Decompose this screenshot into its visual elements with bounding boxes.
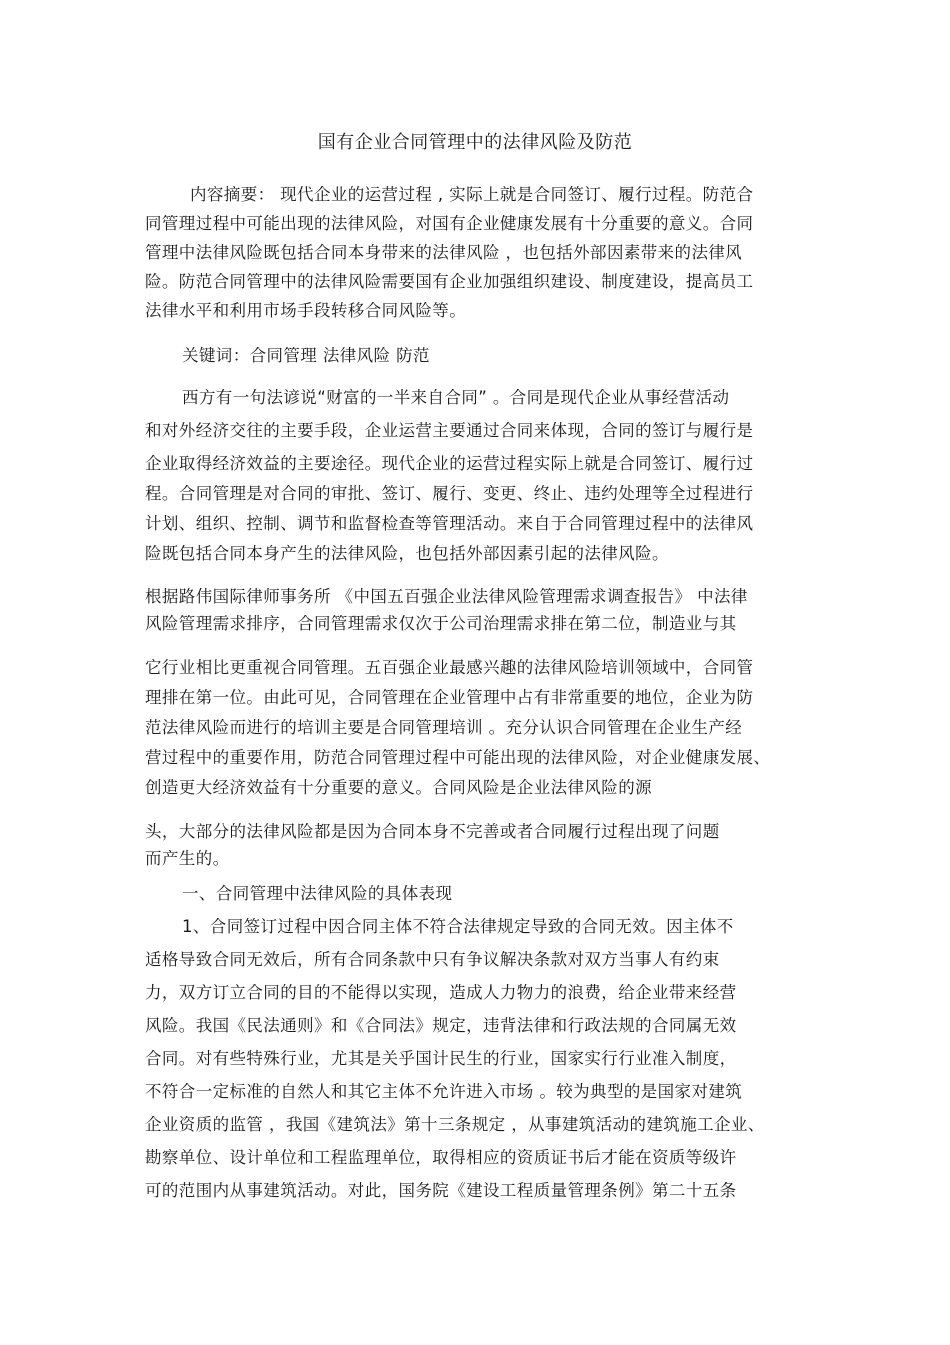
paragraph-line: 风险。我国《民法通则》和《合同法》规定，违背法律和行政法规的合同属无效 xyxy=(145,1016,737,1035)
paragraph-line: 1、合同签订过程中因合同主体不符合法律规定导致的合同无效。因主体不 xyxy=(182,917,734,936)
paragraph-line: 营过程中的重要作用，防范合同管理过程中可能出现的法律风险，对企业健康发展、 xyxy=(145,748,771,767)
document-title: 国有企业合同管理中的法律风险及防范 xyxy=(317,132,633,153)
paragraph-line: 险既包括合同本身产生的法律风险，也包括外部因素引起的法律风险。 xyxy=(145,544,669,563)
paragraph-line: 企业取得经济效益的主要途径。现代企业的运营过程实际上就是合同签订、履行过 xyxy=(145,454,754,473)
paragraph-line: 西方有一句法谚说“财富的一半来自合同” 。合同是现代企业从事经营活动 xyxy=(182,388,730,407)
paragraph-line: 计划、组织、控制、调节和监督检查等管理活动。来自于合同管理过程中的法律风 xyxy=(145,514,754,533)
abstract-line: 内容摘要： 现代企业的运营过程 , 实际上就是合同签订、履行过程。防范合 xyxy=(190,185,754,204)
paragraph-line: 头，大部分的法律风险都是因为合同本身不完善或者合同履行过程出现了问题 xyxy=(145,822,720,841)
paragraph-line: 范法律风险而进行的培训主要是合同管理培训 。充分认识合同管理在企业生产经 xyxy=(145,718,743,737)
paragraph-line: 适格导致合同无效后，所有合同条款中只有争议解决条款对双方当事人有约束 xyxy=(145,950,720,969)
paragraph-line: 而产生的。 xyxy=(145,849,230,868)
paragraph-line: 它行业相比更重视合同管理。五百强企业最感兴趣的法律风险培训领域中，合同管 xyxy=(145,658,754,677)
abstract-line: 管理中法律风险既包括合同本身带来的法律风险 ，也包括外部因素带来的法律风 xyxy=(145,243,743,262)
section-heading: 一、合同管理中法律风险的具体表现 xyxy=(182,884,453,903)
abstract-line: 法律水平和利用市场手段转移合同风险等。 xyxy=(145,301,467,320)
abstract-line: 险。防范合同管理中的法律风险需要国有企业加强组织建设、制度建设，提高员工 xyxy=(145,272,754,291)
paragraph-line: 不符合一定标准的自然人和其它主体不允许进入市场 。较为典型的是国家对建筑 xyxy=(145,1082,743,1101)
abstract-line: 同管理过程中可能出现的法律风险，对国有企业健康发展有十分重要的意义。合同 xyxy=(145,214,754,233)
paragraph-line: 理排在第一位。由此可见，合同管理在企业管理中占有非常重要的地位，企业为防 xyxy=(145,688,754,707)
paragraph-line: 合同。对有些特殊行业，尤其是关乎国计民生的行业，国家实行行业准入制度， xyxy=(145,1049,737,1068)
paragraph-line: 根据路伟国际律师事务所 《中国五百强企业法律风险管理需求调查报告》 中法律 xyxy=(145,587,748,606)
paragraph-line: 风险管理需求排序，合同管理需求仅次于公司治理需求排在第二位，制造业与其 xyxy=(145,614,737,633)
paragraph-line: 和对外经济交往的主要手段，企业运营主要通过合同来体现，合同的签订与履行是 xyxy=(145,421,754,440)
paragraph-line: 创造更大经济效益有十分重要的意义。合同风险是企业法律风险的源 xyxy=(145,778,652,797)
paragraph-line: 可的范围内从事建筑活动。对此，国务院《建设工程质量管理条例》第二十五条 xyxy=(145,1181,737,1200)
paragraph-line: 力，双方订立合同的目的不能得以实现，造成人力物力的浪费，给企业带来经营 xyxy=(145,983,737,1002)
keywords-line: 关键词：合同管理 法律风险 防范 xyxy=(182,346,430,365)
paragraph-line: 企业资质的监管 ，我国《建筑法》第十三条规定 ，从事建筑活动的建筑施工企业、 xyxy=(145,1115,765,1134)
paragraph-line: 勘察单位、设计单位和工程监理单位，取得相应的资质证书后才能在资质等级许 xyxy=(145,1148,737,1167)
paragraph-line: 程。合同管理是对合同的审批、签订、履行、变更、终止、违约处理等全过程进行 xyxy=(145,484,754,503)
